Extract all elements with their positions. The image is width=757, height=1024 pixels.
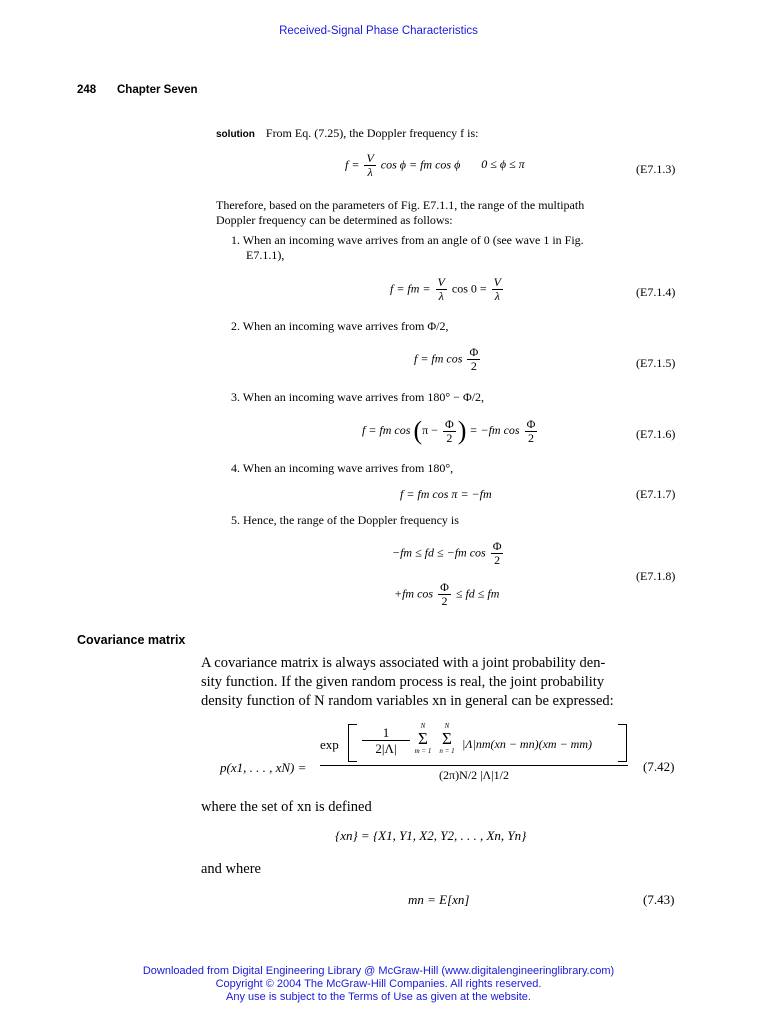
fraction xyxy=(438,581,451,608)
sum-symbol: Σ xyxy=(418,729,428,748)
list-item-text: E7.1.1), xyxy=(246,248,285,262)
set-equation: {xn} = {X1, Y1, X2, Y2, . . . , Xn, Yn} xyxy=(335,828,527,843)
equation-e7-1-4 xyxy=(390,276,505,303)
fraction xyxy=(362,725,410,757)
page-number: 248 xyxy=(77,84,97,96)
equation-number: (E7.1.4) xyxy=(636,285,676,299)
equation-number: (E7.1.3) xyxy=(636,162,676,176)
fraction xyxy=(364,152,375,179)
sum-upper: N xyxy=(420,722,426,730)
frac-num: 1 xyxy=(362,725,410,741)
equation-e7-1-8-line1 xyxy=(392,540,505,567)
footer-line[interactable]: Downloaded from Digital Engineering Library @ McGraw-Hill (www.digitalengineeringlibrary.com) xyxy=(142,965,615,977)
fraction xyxy=(525,418,538,445)
sum-lower: n = 1 xyxy=(439,747,455,755)
paragraph-line: density function of N random variables xn in general can be expressed: xyxy=(201,693,614,709)
equation-e7-1-5 xyxy=(414,346,482,373)
fraction-bar xyxy=(320,765,628,766)
equation-e7-1-3 xyxy=(345,152,525,179)
frac-num: Φ xyxy=(444,416,454,431)
paragraph-line: Doppler frequency can be determined as follows: xyxy=(216,213,453,227)
footer-line: Copyright © 2004 The McGraw-Hill Companies. All rights reserved. xyxy=(215,978,542,990)
solution-intro-text: From Eq. (7.25), the Doppler frequency f is: xyxy=(265,126,479,140)
eq-lhs: f = fm cos xyxy=(362,422,411,437)
therefore-paragraph xyxy=(216,198,686,228)
frac-den: λ xyxy=(438,289,444,303)
equation-e7-1-7: f = fm cos π = −fm xyxy=(400,487,492,501)
equation-e7-1-6 xyxy=(362,416,539,446)
eq-lhs: f = fm cos xyxy=(414,351,463,366)
denominator: (2π)N/2 |Λ|1/2 xyxy=(439,768,509,782)
eq-range: 0 ≤ ϕ ≤ π xyxy=(481,157,525,172)
frac-den: λ xyxy=(494,289,500,303)
frac-num: Φ xyxy=(492,539,502,553)
equation-number: (7.43) xyxy=(643,892,675,907)
eq-mid: = −fm cos xyxy=(469,422,520,437)
frac-den: 2 xyxy=(470,359,477,373)
fraction xyxy=(467,346,480,373)
equation-7-42 xyxy=(220,720,640,790)
left-bracket xyxy=(348,724,357,762)
running-title: Received-Signal Phase Characteristics xyxy=(279,25,478,37)
frac-num: V xyxy=(493,275,501,289)
eq-paren-content: π − xyxy=(422,422,438,437)
exp-label: exp xyxy=(320,737,339,752)
eq-rhs: ≤ fd ≤ fm xyxy=(455,586,500,601)
frac-den: 2 xyxy=(494,553,501,567)
frac-den: λ xyxy=(367,165,373,179)
list-item-1 xyxy=(231,233,686,263)
fraction xyxy=(492,276,503,303)
eq-lhs: p(x1, . . . , xN) = xyxy=(220,760,307,775)
frac-den: 2 xyxy=(527,430,534,445)
frac-den: 2|Λ| xyxy=(375,741,397,756)
fraction xyxy=(491,540,504,567)
footer xyxy=(0,965,757,1004)
equation-7-43: mn = E[xn] xyxy=(408,892,470,907)
footer-line[interactable]: Any use is subject to the Terms of Use as given at the website. xyxy=(226,991,531,1003)
sum-upper: N xyxy=(444,722,450,730)
fraction xyxy=(443,418,456,445)
frac-num: V xyxy=(437,275,445,289)
frac-num: Φ xyxy=(469,345,479,359)
eq-lhs: f = fm = xyxy=(390,281,431,296)
eq-lhs: f = xyxy=(345,157,360,172)
eq-lhs: +fm cos xyxy=(394,586,434,601)
equation-number: (E7.1.6) xyxy=(636,427,676,441)
sum-n xyxy=(436,722,458,755)
equation-number: (E7.1.8) xyxy=(636,569,676,583)
section-heading: Covariance matrix xyxy=(77,633,186,647)
list-item-text: 1. When an incoming wave arrives from an angle of 0 (see wave 1 in Fig. xyxy=(231,233,584,247)
eq-mid: cos 0 = xyxy=(451,281,487,296)
paragraph-line: sity function. If the given random process is real, the joint probability xyxy=(201,674,605,690)
eq-rest: cos ϕ = fm cos ϕ xyxy=(380,157,461,172)
covariance-paragraph xyxy=(201,654,681,711)
frac-num: V xyxy=(366,151,374,165)
paragraph-line: A covariance matrix is always associated with a joint probability den- xyxy=(201,655,606,671)
sum-lower: m = 1 xyxy=(414,747,432,755)
equation-number: (E7.1.5) xyxy=(636,356,676,370)
right-paren: ) xyxy=(457,416,467,445)
sum-m xyxy=(412,722,434,755)
left-paren: ( xyxy=(413,416,423,445)
chapter-label: Chapter Seven xyxy=(117,84,198,96)
list-item-5: 5. Hence, the range of the Doppler frequency is xyxy=(231,513,459,527)
numerator xyxy=(320,720,628,762)
equation-number: (7.42) xyxy=(643,759,675,774)
frac-den: 2 xyxy=(446,430,453,445)
frac-num: Φ xyxy=(440,580,449,594)
and-where-text: and where xyxy=(201,861,261,877)
list-item-2: 2. When an incoming wave arrives from Φ/2, xyxy=(231,319,449,333)
list-item-4: 4. When an incoming wave arrives from 180°, xyxy=(231,461,454,475)
eq-lhs: −fm ≤ fd ≤ −fm cos xyxy=(392,545,486,560)
equation-number: (E7.1.7) xyxy=(636,487,676,501)
equation-e7-1-8-line2 xyxy=(394,581,499,608)
solution-label: solution xyxy=(216,129,255,140)
sum-symbol: Σ xyxy=(442,729,452,748)
solution-intro xyxy=(216,126,686,142)
right-bracket xyxy=(618,724,627,762)
frac-den: 2 xyxy=(441,594,448,608)
where-set-text: where the set of xn is defined xyxy=(201,799,372,815)
frac-num: Φ xyxy=(526,416,536,431)
sum-body: |Λ|nm(xn − mn)(xm − mm) xyxy=(462,737,593,751)
fraction xyxy=(436,276,447,303)
paragraph-line: Therefore, based on the parameters of Fig. E7.1.1, the range of the multipath xyxy=(216,198,585,212)
list-item-3: 3. When an incoming wave arrives from 180° − Φ/2, xyxy=(231,390,485,404)
